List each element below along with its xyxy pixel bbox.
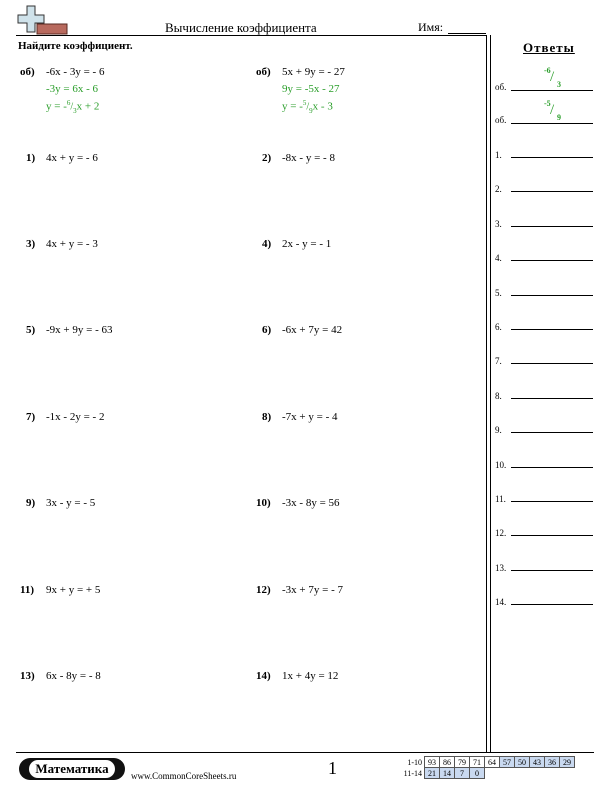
problem-number: 5)	[26, 324, 36, 336]
brand-text: Математика	[29, 760, 114, 778]
answer-label: 1.	[495, 150, 502, 160]
answer-line[interactable]	[511, 501, 593, 502]
answer-line[interactable]	[511, 363, 593, 364]
score-cell: 79	[455, 757, 470, 768]
problem-equation: -7x + y = - 4	[282, 411, 338, 423]
score-cell: 86	[440, 757, 455, 768]
answer-line[interactable]	[511, 535, 593, 536]
name-label: Имя:	[418, 20, 444, 34]
answer-label: 11.	[495, 494, 506, 504]
problem-number: 9)	[26, 497, 36, 509]
answer-label: 7.	[495, 356, 502, 366]
answer-line[interactable]	[511, 157, 593, 158]
example-equation: 5x + 9y = - 27	[282, 66, 345, 78]
brand-badge	[19, 758, 125, 780]
problem-equation: -9x + 9y = - 63	[46, 324, 113, 336]
problem-equation: -6x + 7y = 42	[282, 324, 343, 336]
problem-number: 8)	[262, 411, 272, 423]
score-cell: 71	[470, 757, 485, 768]
score-row-label: 1-10	[407, 757, 422, 767]
answer-label: 4.	[495, 253, 502, 263]
score-cell: 7	[455, 768, 470, 779]
answer-label: 2.	[495, 184, 502, 194]
score-cell: 64	[485, 757, 500, 768]
score-cell: 29	[560, 757, 575, 768]
answer-line[interactable]	[511, 432, 593, 433]
example-equation: -6x - 3y = - 6	[46, 66, 105, 78]
problem-number: 1)	[26, 152, 36, 164]
answer-line[interactable]	[511, 191, 593, 192]
answer-example-fraction: -5 / 9	[544, 99, 561, 122]
logo-plus-minus-icon	[17, 4, 69, 38]
score-row	[398, 757, 575, 768]
answer-label: 5.	[495, 288, 502, 298]
problem-number: 6)	[262, 324, 272, 336]
score-cell: 93	[425, 757, 440, 768]
answer-line[interactable]	[511, 295, 593, 296]
answer-label: 6.	[495, 322, 502, 332]
answer-example-label: об.	[495, 115, 507, 125]
score-cell: 43	[530, 757, 545, 768]
page-number: 1	[328, 758, 337, 778]
answer-line[interactable]	[511, 329, 593, 330]
example-label: об)	[20, 66, 35, 78]
score-row	[398, 768, 575, 779]
answer-label: 13.	[495, 563, 507, 573]
answer-label: 10.	[495, 460, 507, 470]
answer-line[interactable]	[511, 570, 593, 571]
score-cell: 0	[470, 768, 485, 779]
problem-equation: 1x + 4y = 12	[282, 670, 339, 682]
example-step: -3y = 6x - 6	[46, 83, 99, 95]
answer-label: 14.	[495, 597, 507, 607]
answer-example-fraction: -6 / 3	[544, 66, 561, 89]
score-cell: 36	[545, 757, 560, 768]
problem-number: 10)	[256, 497, 271, 509]
answer-label: 9.	[495, 425, 502, 435]
score-cell: 57	[500, 757, 515, 768]
answer-label: 12.	[495, 528, 507, 538]
problem-equation: -3x - 8y = 56	[282, 497, 340, 509]
answer-label: 3.	[495, 219, 502, 229]
problem-equation: 4x + y = - 3	[46, 238, 98, 250]
score-table	[398, 756, 575, 779]
score-cell: 21	[425, 768, 440, 779]
answer-line[interactable]	[511, 604, 593, 605]
problem-number: 12)	[256, 584, 271, 596]
answer-line[interactable]	[511, 398, 593, 399]
problem-equation: 3x - y = - 5	[46, 497, 96, 509]
problem-number: 11)	[20, 584, 35, 596]
example-step: 9y = -5x - 27	[282, 83, 340, 95]
problem-number: 2)	[262, 152, 272, 164]
website-url: www.CommonCoreSheets.ru	[131, 771, 237, 781]
answer-line[interactable]	[511, 467, 593, 468]
answer-line[interactable]	[511, 226, 593, 227]
problem-number: 13)	[20, 670, 35, 682]
score-cell: 50	[515, 757, 530, 768]
problem-equation: 9x + y = + 5	[46, 584, 101, 596]
example-step: y = -5/9x - 3	[282, 99, 333, 115]
problem-equation: -3x + 7y = - 7	[282, 584, 343, 596]
example-step: y = -6/3x + 2	[46, 99, 100, 115]
problem-equation: 2x - y = - 1	[282, 238, 332, 250]
column-divider	[490, 35, 491, 753]
answer-label: 8.	[495, 391, 502, 401]
instructions: Найдите коэффициент.	[18, 40, 133, 52]
score-cell: 14	[440, 768, 455, 779]
answer-example-label: об.	[495, 82, 507, 92]
score-row-label: 11-14	[403, 768, 422, 778]
name-line	[448, 33, 486, 34]
problem-equation: -8x - y = - 8	[282, 152, 335, 164]
problem-equation: 4x + y = - 6	[46, 152, 98, 164]
answer-line[interactable]	[511, 260, 593, 261]
problem-number: 14)	[256, 670, 271, 682]
answers-title: Ответы	[523, 40, 575, 55]
worksheet-title: Вычисление коэффициента	[165, 20, 317, 35]
example-label: об)	[256, 66, 271, 78]
problem-number: 3)	[26, 238, 36, 250]
header-rule	[16, 35, 486, 36]
column-divider	[486, 35, 487, 753]
problem-equation: -1x - 2y = - 2	[46, 411, 105, 423]
problem-equation: 6x - 8y = - 8	[46, 670, 101, 682]
problem-number: 4)	[262, 238, 272, 250]
footer-rule	[16, 752, 594, 753]
problem-number: 7)	[26, 411, 36, 423]
